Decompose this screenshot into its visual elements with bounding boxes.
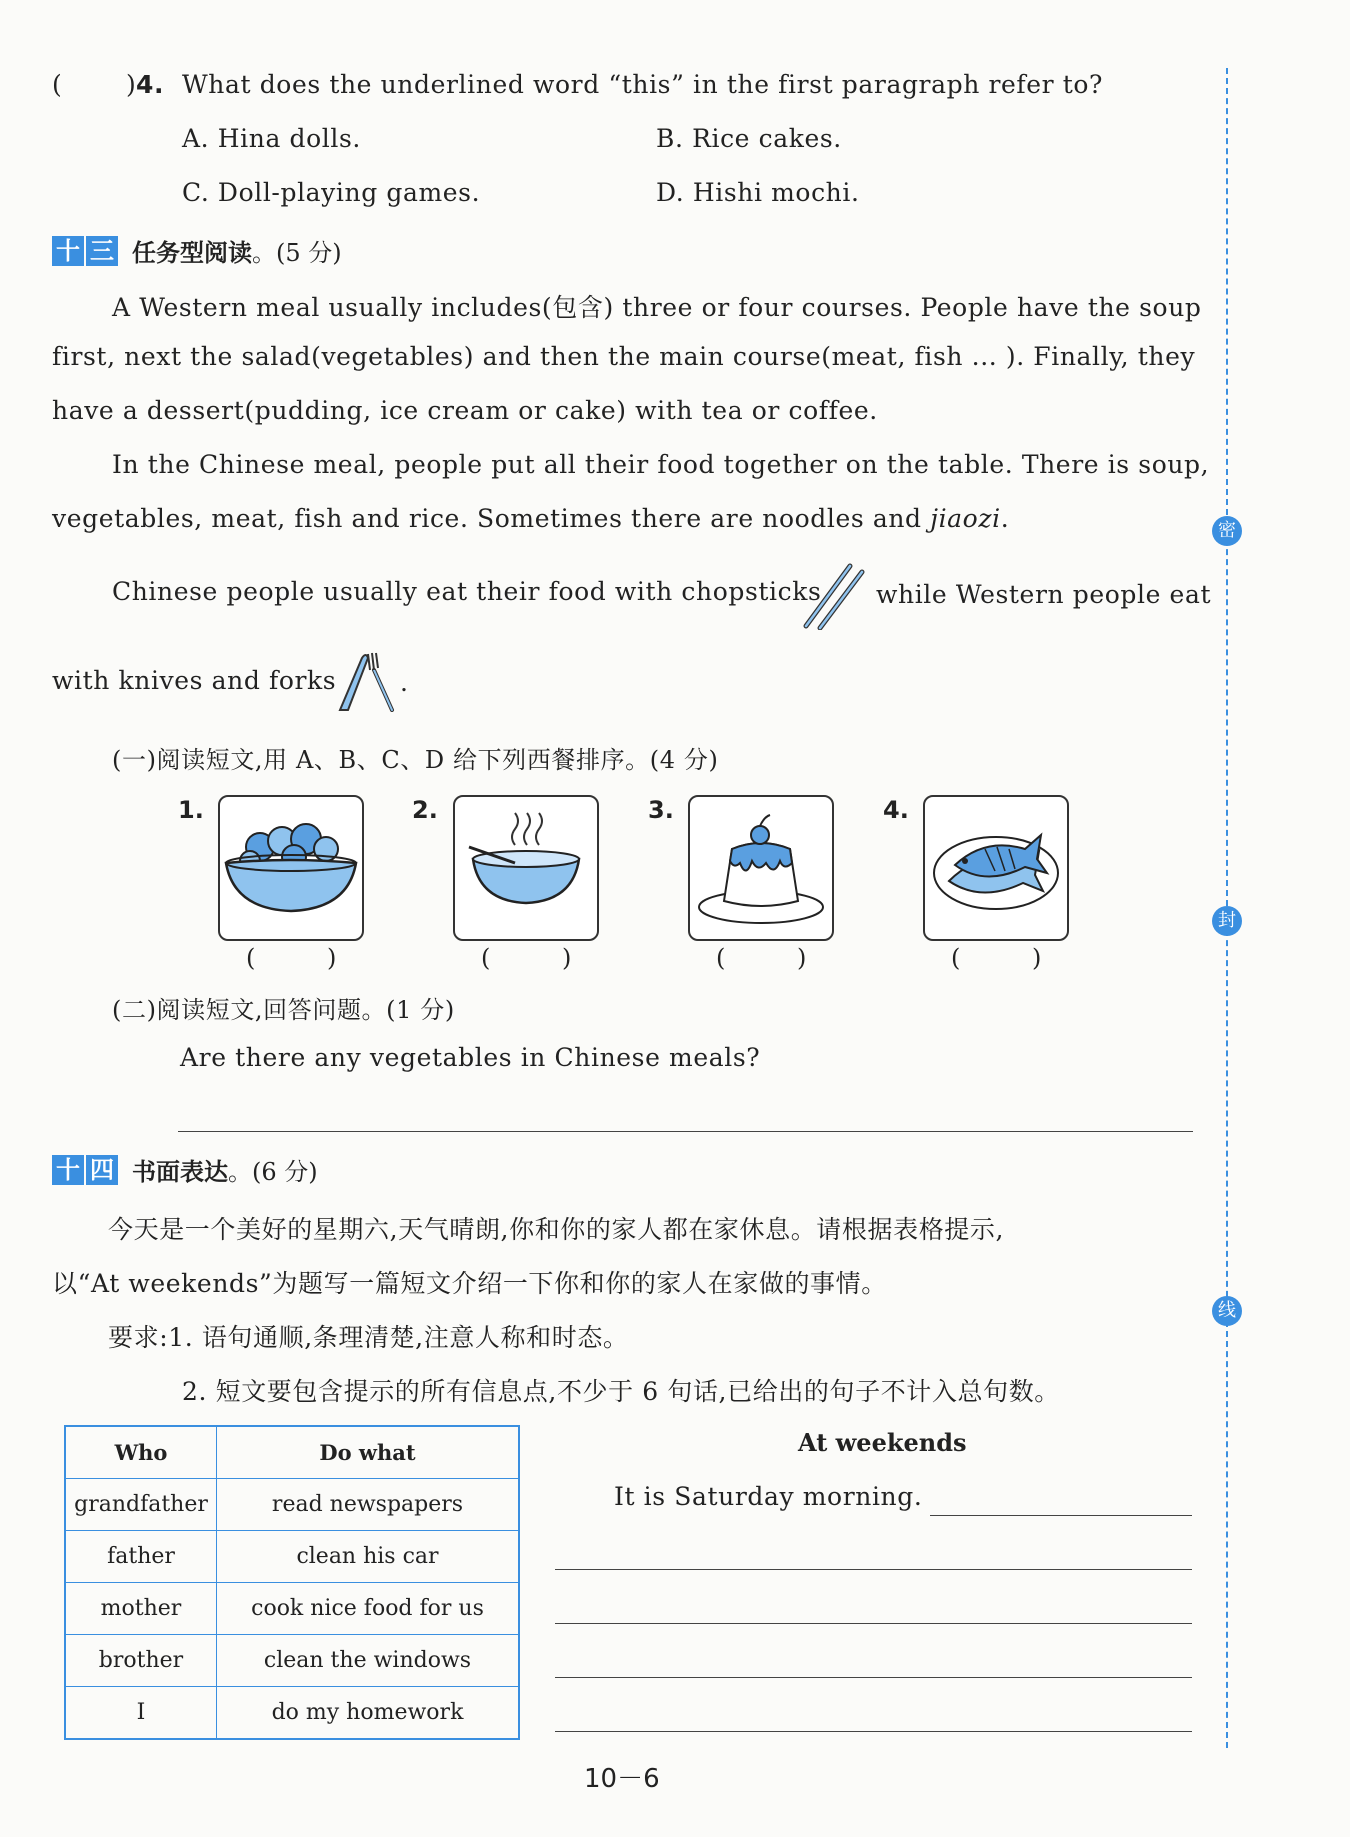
writing-line[interactable] (555, 1731, 1192, 1732)
table-cell: cook nice food for us (217, 1583, 520, 1635)
table-row (65, 1531, 519, 1583)
passage-line: have a dessert(pudding, ice cream or cake) with tea or coffee. (52, 396, 878, 425)
option-d: D. Hishi mochi. (656, 178, 860, 207)
seal-mark: 线 (1212, 1296, 1242, 1326)
writing-line[interactable] (555, 1677, 1192, 1678)
table-row (65, 1479, 519, 1531)
table-header: Who (65, 1426, 217, 1479)
section-13-badge (52, 236, 120, 266)
badge-char: 四 (86, 1155, 118, 1185)
answer-paren-open: ( (52, 70, 63, 99)
essay-title: At weekends (798, 1428, 967, 1457)
seal-mark: 密 (1212, 516, 1242, 546)
picture-number: 2. (412, 796, 438, 824)
passage-line: while Western people eat (876, 580, 1212, 609)
table-cell: mother (65, 1583, 217, 1635)
section-13-header (52, 233, 342, 268)
section-13-points: 。(5 分) (252, 239, 342, 267)
picture-number: 4. (883, 796, 909, 824)
option-c: C. Doll-playing games. (182, 178, 481, 207)
picture-soup (453, 795, 599, 941)
answer-paren-close: ) (126, 70, 137, 99)
writing-line[interactable] (555, 1569, 1192, 1570)
picture-salad (218, 795, 364, 941)
section-14-title: 书面表达 (132, 1158, 228, 1186)
chopsticks-icon (800, 560, 866, 630)
picture-pudding (688, 795, 834, 941)
table-cell: clean his car (217, 1531, 520, 1583)
answer-blank[interactable]: ( ) (951, 944, 1074, 972)
option-a: A. Hina dolls. (182, 124, 361, 153)
table-cell: I (65, 1687, 217, 1740)
soup-bowl-icon (455, 797, 597, 939)
table-cell: father (65, 1531, 217, 1583)
part-2-instruction: (二)阅读短文,回答问题。(1 分) (112, 996, 455, 1024)
passage-text: vegetables, meat, fish and rice. Sometimes there are noodles and (52, 504, 931, 533)
table-header: Do what (217, 1426, 520, 1479)
table-cell: brother (65, 1635, 217, 1687)
answer-blank[interactable]: ( ) (481, 944, 604, 972)
table-cell: clean the windows (217, 1635, 520, 1687)
option-b: B. Rice cakes. (656, 124, 842, 153)
writing-intro: 以“At weekends”为题写一篇短文介绍一下你和你的家人在家做的事情。 (52, 1269, 887, 1298)
part-1-instruction: (一)阅读短文,用 A、B、C、D 给下列西餐排序。(4 分) (112, 746, 719, 774)
table-row (65, 1687, 519, 1740)
page-number: 10－6 (584, 1764, 660, 1794)
requirement-2: 2. 短文要包含提示的所有信息点,不少于 6 句话,已给出的句子不计入总句数。 (182, 1377, 1060, 1406)
question-stem: What does the underlined word “this” in the first paragraph refer to? (182, 70, 1104, 99)
table-row (65, 1635, 519, 1687)
section-14-points: 。(6 分) (228, 1158, 318, 1186)
picture-fish (923, 795, 1069, 941)
passage-line: A Western meal usually includes(包含) three or four courses. People have the soup (112, 293, 1202, 322)
badge-char: 三 (86, 236, 118, 266)
picture-number: 3. (648, 796, 674, 824)
section-13-title: 任务型阅读 (132, 239, 252, 267)
essay-start: It is Saturday morning. (614, 1482, 923, 1511)
badge-char: 十 (52, 1155, 84, 1185)
picture-number: 1. (178, 796, 204, 824)
answer-line[interactable] (178, 1131, 1193, 1132)
table-cell: do my homework (217, 1687, 520, 1740)
passage-italic: jiaozi (930, 504, 1001, 533)
salad-bowl-icon (220, 797, 362, 939)
pudding-icon (690, 797, 832, 939)
passage-line: In the Chinese meal, people put all their food together on the table. There is soup, (112, 450, 1210, 479)
info-table (64, 1425, 520, 1740)
requirement-1: 要求:1. 语句通顺,条理清楚,注意人称和时态。 (108, 1323, 629, 1352)
passage-line: with knives and forks (52, 666, 337, 695)
passage-line: Chinese people usually eat their food with chopsticks (112, 577, 822, 606)
passage-line: first, next the salad(vegetables) and then the main course(meat, fish ... ). Finally, they (52, 342, 1196, 371)
fish-plate-icon (925, 797, 1067, 939)
writing-line[interactable] (930, 1515, 1192, 1516)
writing-line[interactable] (555, 1623, 1192, 1624)
seal-mark: 封 (1212, 906, 1242, 936)
table-cell: grandfather (65, 1479, 217, 1531)
table-cell: read newspapers (217, 1479, 520, 1531)
badge-char: 十 (52, 236, 84, 266)
table-header-row (65, 1426, 519, 1479)
section-14-badge (52, 1155, 120, 1185)
section-14-header (52, 1152, 318, 1187)
passage-line (52, 504, 1009, 533)
knife-fork-icon (334, 650, 400, 712)
part-2-question: Are there any vegetables in Chinese meals? (180, 1043, 761, 1072)
table-row (65, 1583, 519, 1635)
passage-text: . (1000, 504, 1010, 533)
passage-line: . (400, 668, 409, 697)
answer-blank[interactable]: ( ) (246, 944, 369, 972)
writing-intro: 今天是一个美好的星期六,天气晴朗,你和你的家人都在家休息。请根据表格提示, (108, 1215, 1005, 1244)
question-number: 4. (136, 70, 165, 99)
answer-blank[interactable]: ( ) (716, 944, 839, 972)
